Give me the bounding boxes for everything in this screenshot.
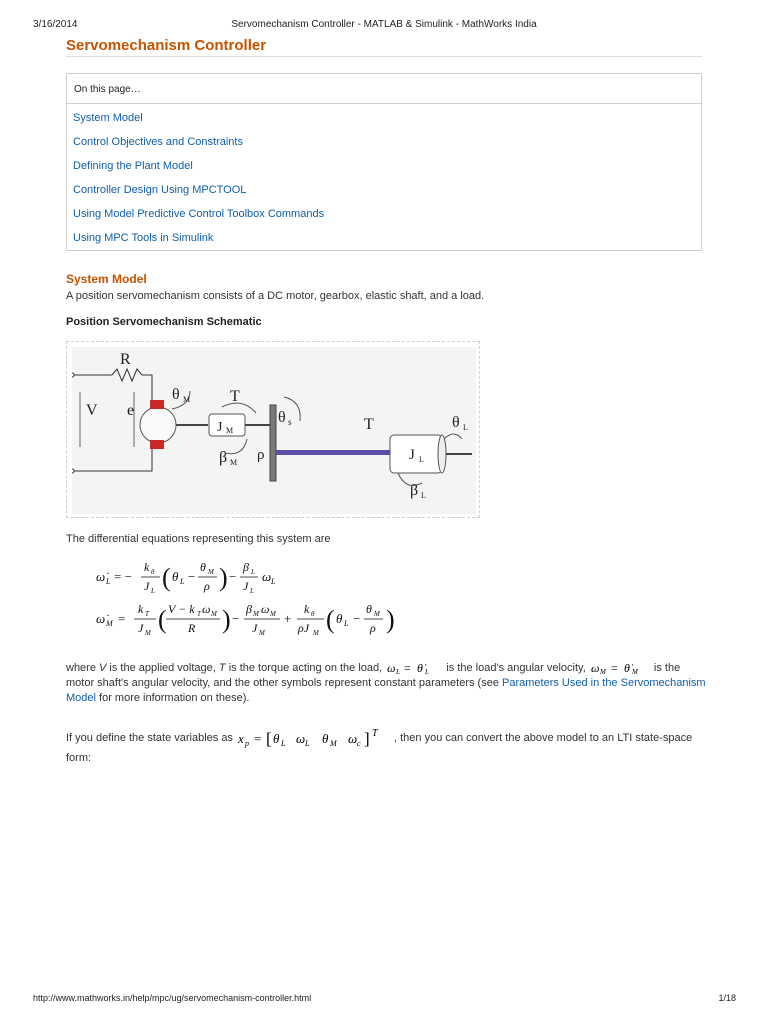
svg-text:L: L [396,668,401,676]
parameters-link[interactable]: Parameters Used in the Servomechanism Model [66,677,706,704]
where-pre: where [66,661,100,674]
svg-text:ω: ω [387,661,396,675]
toc-link-plant-model[interactable]: Defining the Plant Model [73,160,193,172]
svg-text:−: − [232,611,240,626]
svg-text:β: β [243,560,249,574]
svg-text:k: k [144,560,150,574]
print-header [0,19,768,33]
svg-text:ρ: ρ [204,579,210,593]
title-divider [66,56,702,57]
svg-text:θ: θ [336,611,343,626]
svg-text:θ: θ [200,560,206,574]
svg-text:(: ( [158,605,167,634]
figure-title: Position Servomechanism Schematic [66,316,262,328]
section-heading: System Model [66,272,147,286]
svg-text:θ: θ [311,610,315,618]
svg-text:θ: θ [278,409,286,426]
svg-text:s: s [288,417,292,427]
svg-text:T: T [145,610,149,618]
svg-text:θ: θ [322,731,329,746]
intro-paragraph: A position servomechanism consists of a DC motor, gearbox, elastic shaft, and a load. [66,290,485,302]
state-post: , then you can convert the above model to an LTI state-space form: [66,731,693,764]
toc-list [67,104,701,256]
svg-text:L: L [425,668,430,676]
print-date: 3/16/2014 [33,19,78,30]
svg-text:V: V [86,402,98,419]
svg-text:x: x [238,731,244,746]
svg-text:θ̇: θ̇ [623,661,630,675]
svg-text:k: k [304,602,310,616]
svg-text:β: β [219,449,228,466]
svg-text:ρ: ρ [257,447,265,463]
where-end: for more information on these). [95,691,250,704]
svg-text:L: L [271,577,276,586]
svg-text:θ: θ [172,569,179,584]
toc-link-simulink[interactable]: Using MPC Tools in Simulink [73,232,214,244]
svg-text:V − k: V − k [168,602,195,616]
toc-link-control-objectives[interactable]: Control Objectives and Constraints [73,136,243,148]
page-title: Servomechanism Controller [66,37,267,54]
svg-text:L: L [419,455,424,464]
toc-item [73,160,701,184]
toc-item [73,232,701,256]
svg-text:L: L [251,568,255,576]
svg-text:ρJ: ρJ [298,621,310,635]
svg-text:J: J [138,621,144,635]
where-mid3: is the load's angular velocity, [443,661,586,674]
svg-text:M: M [599,668,606,676]
svg-text:L: L [305,739,310,748]
svg-text:θ: θ [151,568,155,576]
svg-text:θ: θ [172,386,180,403]
svg-text:L: L [281,739,286,748]
print-page-number: 1/18 [718,993,736,1003]
svg-text:L: L [250,587,254,595]
svg-text:M: M [270,610,276,618]
svg-text:M: M [374,610,380,618]
svg-text:−: − [353,611,361,626]
svg-text:): ) [219,563,228,592]
svg-text:L: L [151,587,155,595]
print-title: Servomechanism Controller - MATLAB & Simulink - MathWorks India [231,19,537,30]
svg-text:L: L [421,491,426,500]
toc-item [73,208,701,232]
svg-text:ω̇: ω̇ [96,611,106,626]
svg-text:ρ: ρ [370,621,376,635]
state-paragraph [66,727,706,768]
svg-text:θ̇: θ̇ [417,661,424,675]
differential-equations [96,555,426,650]
svg-text:M: M [230,458,238,467]
svg-text:= −: = − [114,569,132,584]
symbol-v: V [99,661,107,674]
svg-text:J: J [144,579,150,593]
svg-text:(: ( [162,563,171,592]
svg-text:M: M [145,629,151,637]
omega-m-equation [589,660,651,676]
where-mid4: is the motor shaft's angular velocity, and the other symbols represent constant parameters (see [66,661,681,689]
svg-text:T: T [372,728,378,739]
omega-l-equation [385,660,443,676]
toc-link-mpctool[interactable]: Controller Design Using MPCTOOL [73,184,247,196]
svg-text:M: M [631,668,638,676]
svg-text:=: = [118,611,126,626]
svg-text:+: + [284,611,292,626]
svg-text:(: ( [326,605,335,634]
svg-text:e: e [127,402,135,419]
svg-text:=: = [610,661,618,675]
svg-text:M: M [313,629,319,637]
svg-text:M: M [330,739,337,748]
svg-text:β: β [410,482,419,499]
svg-text:J: J [243,579,249,593]
svg-text:J: J [409,447,415,463]
svg-text:ω: ω [262,569,272,584]
svg-text:p: p [245,739,249,748]
svg-text:L: L [463,423,468,432]
svg-text:M: M [106,619,113,628]
svg-text:=: = [404,661,412,675]
diff-eq-intro: The differential equations representing this system are [66,533,331,545]
svg-text:T: T [364,416,374,433]
svg-text:L: L [180,577,185,586]
svg-text:M: M [208,568,214,576]
svg-text:−: − [229,569,237,584]
svg-text:−: − [188,569,196,584]
svg-text:θ: θ [366,602,372,616]
svg-text:T: T [197,610,201,618]
where-mid2: is the torque acting on the load, [225,661,383,674]
schematic-drawing [72,347,476,514]
svg-text:M: M [183,395,191,404]
equations-graphic [96,555,426,645]
svg-text:k: k [138,602,144,616]
on-this-page-box [66,73,702,251]
svg-text:M: M [253,610,259,618]
svg-text:R: R [188,621,196,635]
svg-text:θ: θ [273,731,280,746]
svg-text:J: J [217,420,223,435]
svg-text:[: [ [266,729,272,748]
toc-item [73,112,701,136]
toc-item [73,136,701,160]
svg-text:ω: ω [590,661,600,675]
toc-item [73,184,701,208]
svg-text:L: L [344,619,349,628]
toc-heading: On this page… [67,74,701,104]
svg-text:M: M [259,629,265,637]
where-paragraph [66,660,706,705]
svg-text:L: L [106,577,111,586]
svg-text:): ) [386,605,395,634]
svg-text:]: ] [364,729,370,748]
svg-text:ω: ω [202,602,211,616]
svg-text:R: R [120,351,131,368]
svg-text:T: T [230,388,240,405]
print-url: http://www.mathworks.in/help/mpc/ug/servomechanism-controller.html [33,993,312,1003]
svg-text:ω: ω [348,731,358,746]
svg-text:c: c [357,739,361,748]
svg-text:ω: ω [296,731,306,746]
svg-text:θ: θ [452,414,460,431]
svg-text:M: M [226,426,234,435]
svg-text:J: J [252,621,258,635]
state-vector-equation [236,727,394,749]
svg-text:M: M [211,610,217,618]
svg-text:ω: ω [261,602,270,616]
servomechanism-schematic [66,341,480,518]
toc-link-system-model[interactable]: System Model [73,112,143,124]
symbol-t: T [218,661,226,674]
state-pre: If you define the state variables as [66,731,233,744]
svg-text:=: = [254,731,262,746]
toc-link-toolbox-commands[interactable]: Using Model Predictive Control Toolbox Commands [73,208,325,220]
svg-text:): ) [222,605,231,634]
svg-text:ω̇: ω̇ [96,569,106,584]
svg-text:β: β [246,602,252,616]
where-mid1: is the applied voltage, [106,661,219,674]
